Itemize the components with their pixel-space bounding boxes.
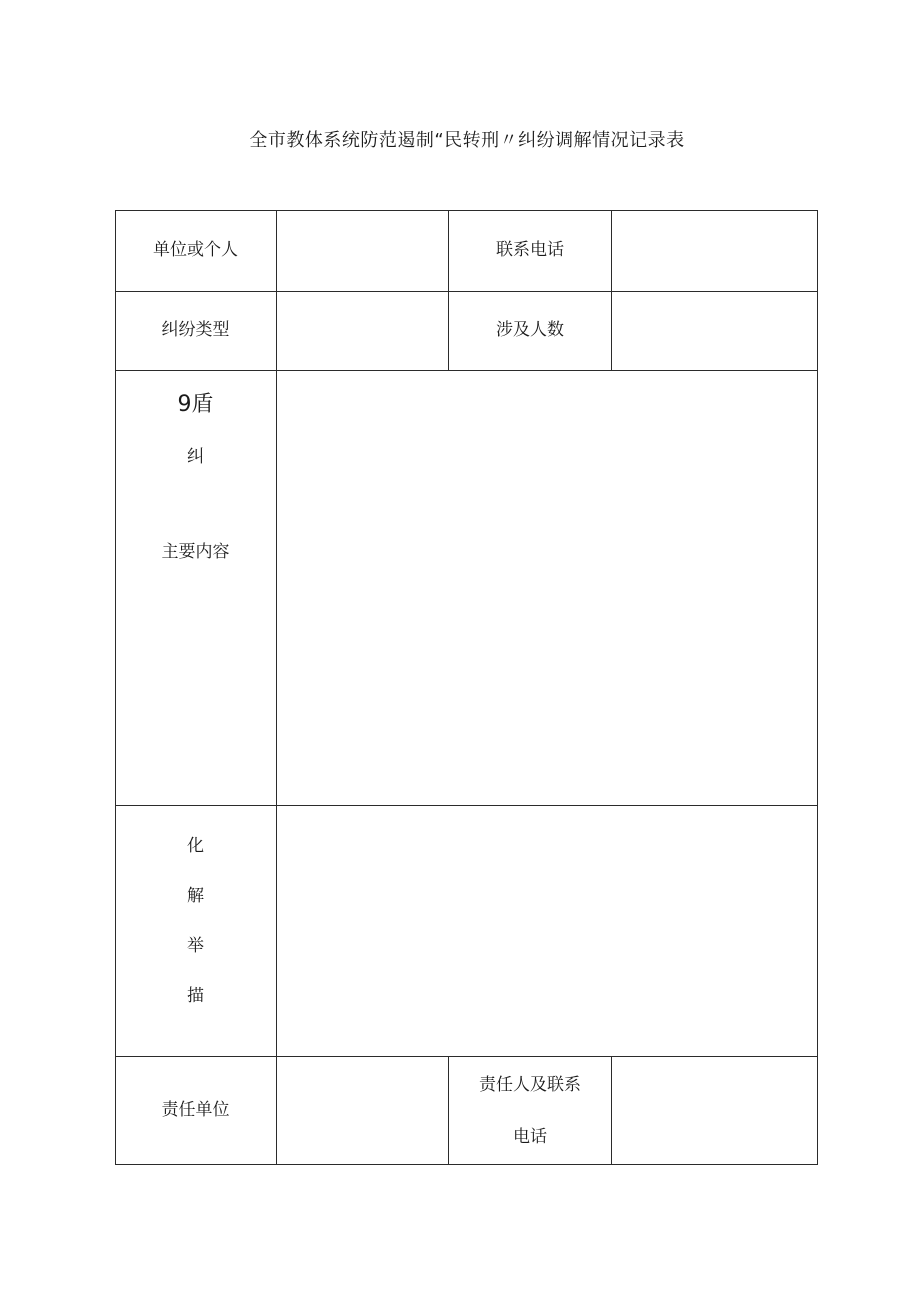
responsible-person-label-line2: 电话 (513, 1127, 547, 1147)
main-content-label-line3: 主要内容 (161, 542, 230, 562)
people-involved-label: 涉及人数 (496, 320, 564, 340)
resolution-measures-char: 举 (187, 936, 204, 956)
table-border-bottom (115, 1164, 818, 1165)
main-content-label-line1: 9盾 (177, 392, 214, 417)
contact-phone-field[interactable] (612, 211, 817, 291)
responsible-unit-field[interactable] (277, 1057, 448, 1164)
unit-or-person-field[interactable] (277, 211, 448, 291)
dispute-type-label: 纠纷类型 (161, 320, 230, 340)
unit-or-person-label: 单位或个人 (153, 240, 238, 260)
responsible-unit-label: 责任单位 (161, 1100, 230, 1120)
column-divider (448, 1056, 449, 1165)
people-involved-field[interactable] (612, 292, 817, 370)
resolution-measures-field[interactable] (277, 806, 817, 1056)
resolution-measures-label (115, 806, 276, 1056)
resolution-measures-char: 化 (187, 836, 204, 856)
dispute-type-field[interactable] (277, 292, 448, 370)
table-border-right (817, 210, 818, 1165)
main-content-field[interactable] (277, 371, 817, 805)
main-content-label (115, 371, 276, 805)
responsible-person-label-line1: 责任人及联系 (479, 1075, 581, 1095)
form-title: 全市教体系统防范遏制“民转刑〃纠纷调解情况记录表 (249, 130, 685, 151)
resolution-measures-char: 解 (187, 886, 204, 906)
record-form-table (115, 210, 818, 1165)
contact-phone-label: 联系电话 (496, 240, 564, 260)
column-divider (448, 210, 449, 371)
resolution-measures-char: 描 (187, 986, 204, 1006)
main-content-label-line2: 纠 (187, 447, 204, 467)
responsible-person-field[interactable] (612, 1057, 817, 1164)
